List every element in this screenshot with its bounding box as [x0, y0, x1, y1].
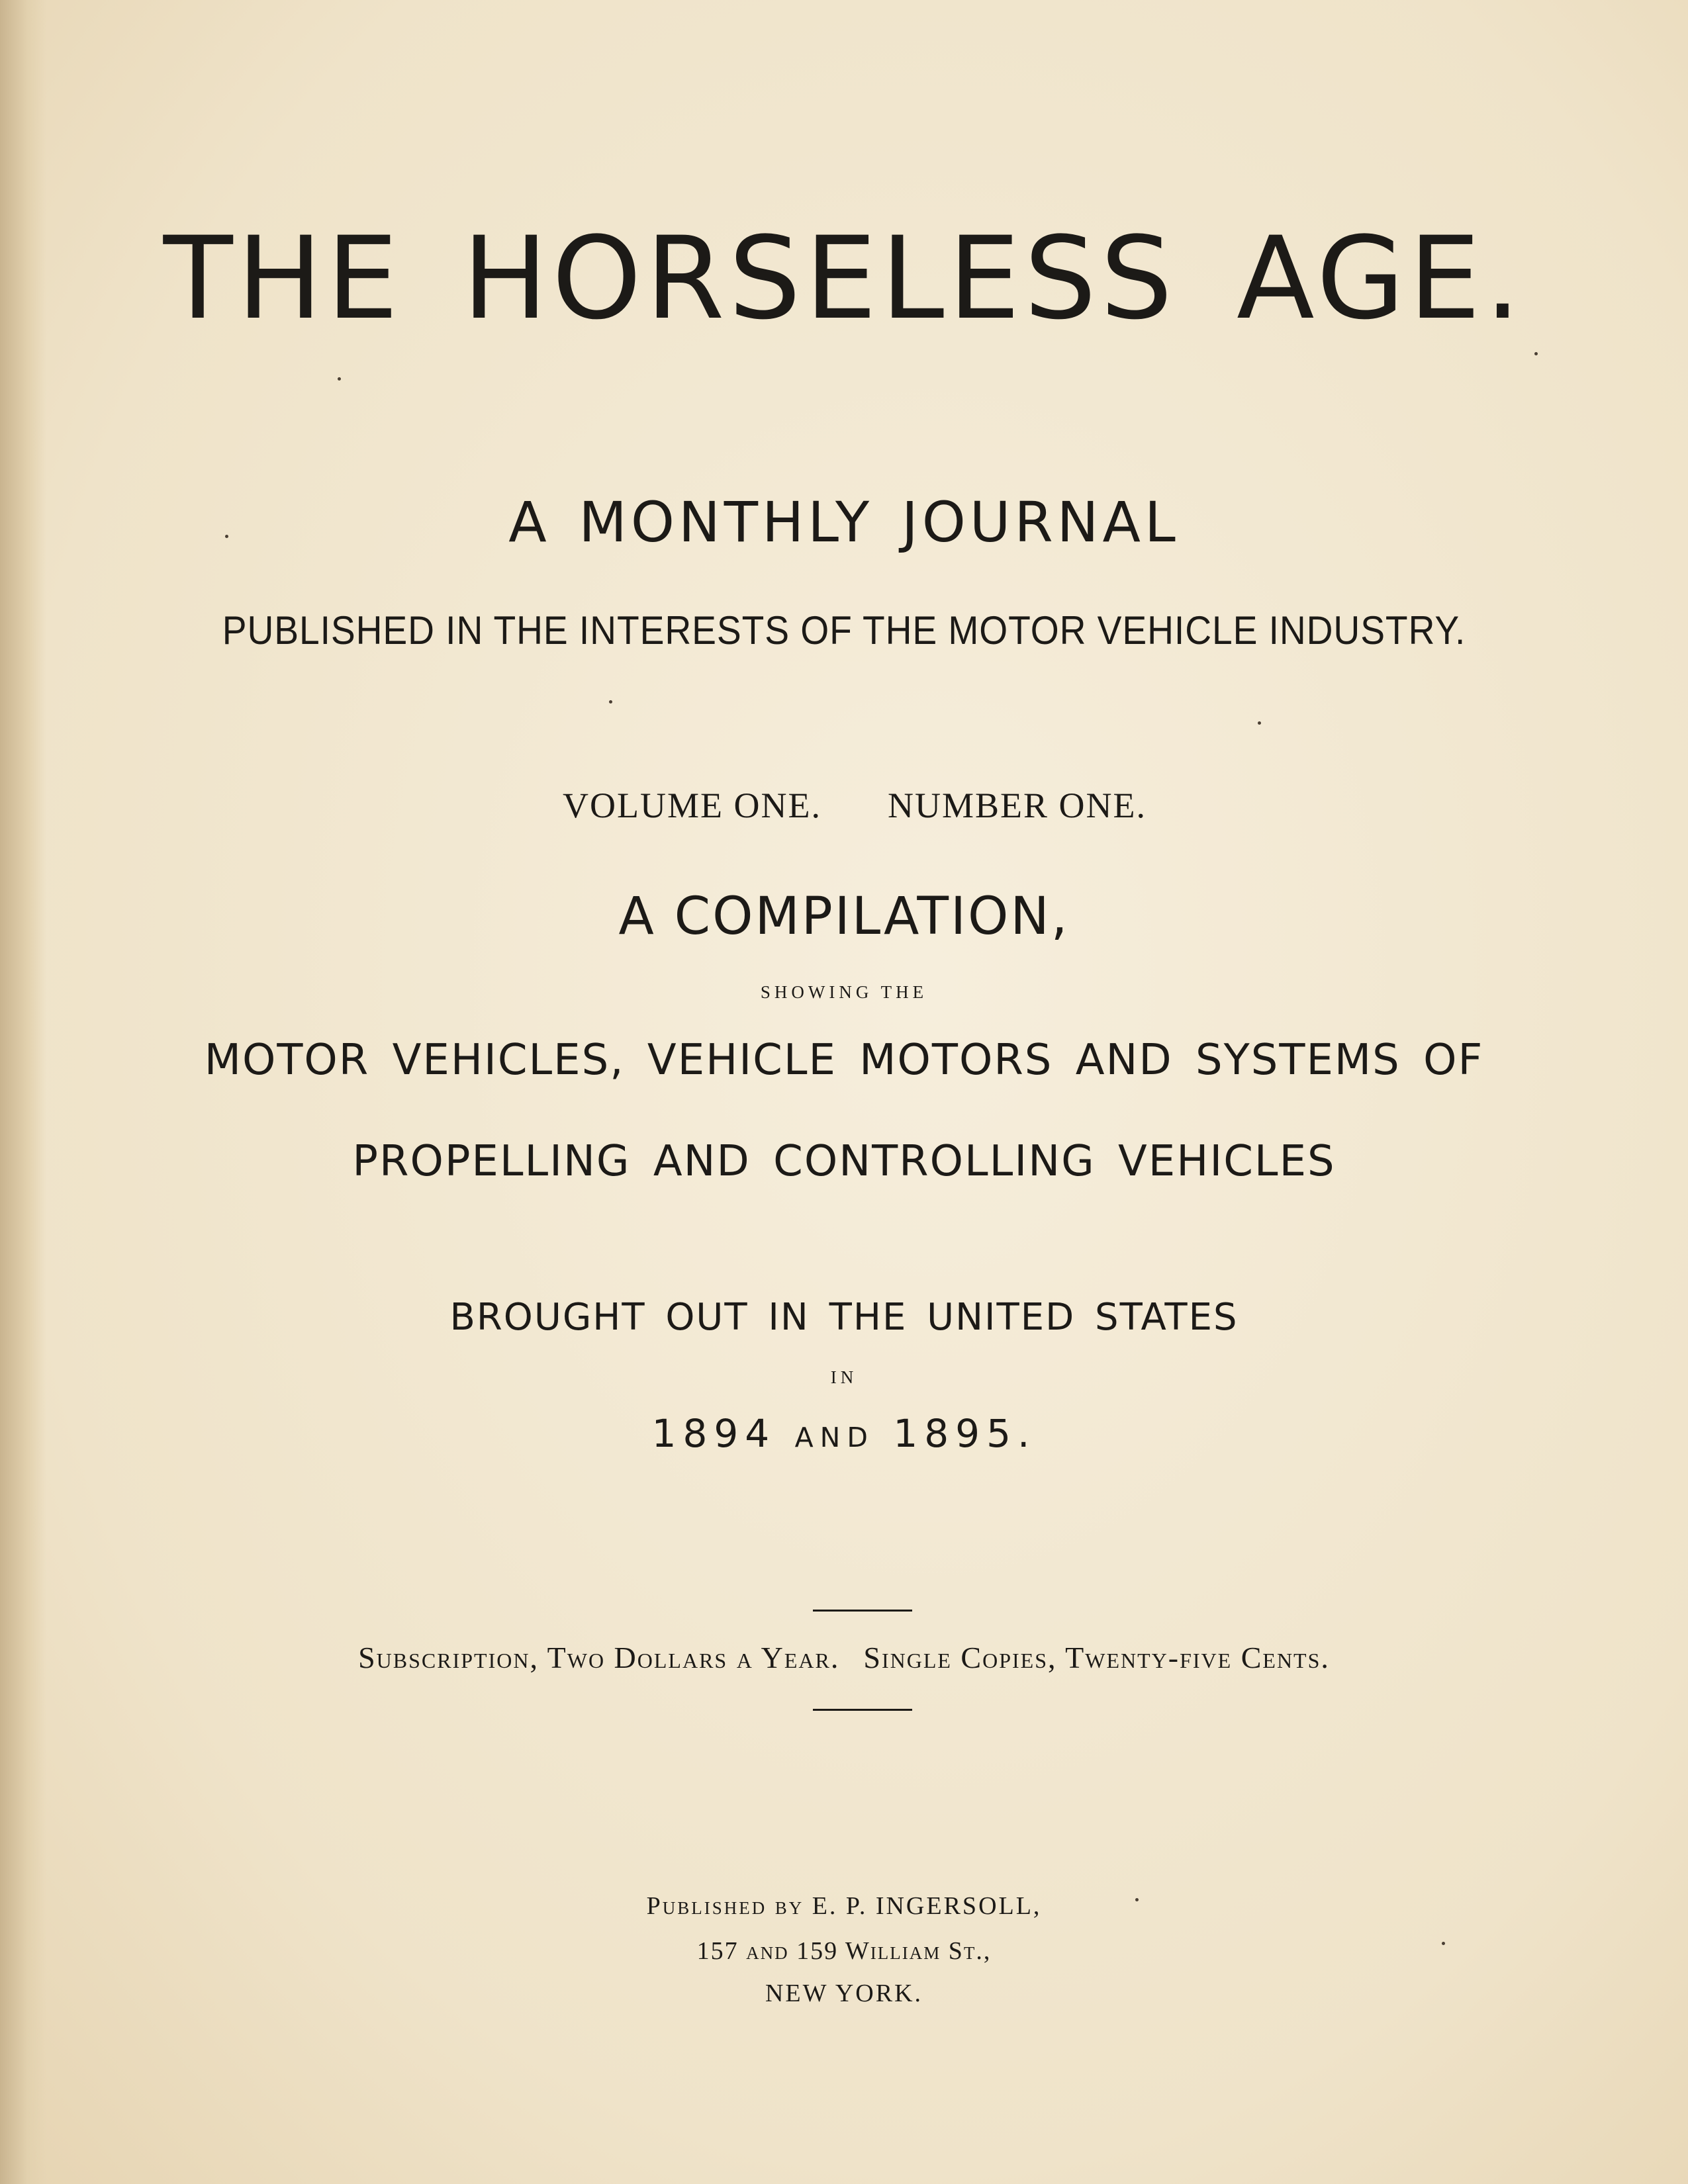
brought-out-line: BROUGHT OUT IN THE UNITED STATES [449, 1296, 1239, 1339]
paper-speck [1534, 352, 1538, 355]
subscription-line [0, 1640, 1688, 1675]
bottom-rule [813, 1709, 912, 1711]
journal-subtitle: A MONTHLY JOURNAL [508, 490, 1180, 555]
description-line-2: PROPELLING AND CONTROLLING VEHICLES [352, 1137, 1336, 1186]
paper-speck [225, 535, 228, 538]
compilation-heading: A COMPILATION, [618, 887, 1070, 946]
publisher-line: Published by E. P. INGERSOLL, [646, 1892, 1042, 1920]
top-rule [813, 1610, 912, 1612]
in-label: IN [830, 1367, 858, 1387]
subscription-price: Subscription, Two Dollars a Year. [358, 1641, 840, 1674]
paper-speck [338, 377, 341, 381]
address-line: 157 and 159 William St., [696, 1937, 992, 1965]
years-line: 1894 and 1895. [651, 1411, 1037, 1456]
paper-speck [1258, 721, 1261, 725]
single-copy-price: Single Copies, Twenty-five Cents. [863, 1641, 1330, 1674]
paper-speck [1442, 1942, 1445, 1945]
volume-label: VOLUME ONE. [563, 786, 821, 825]
journal-title: THE HORSELESS AGE. [163, 212, 1525, 345]
journal-tagline: PUBLISHED IN THE INTERESTS OF THE MOTOR VEHICLE INDUSTRY. [222, 608, 1466, 653]
volume-number-row [563, 785, 1213, 826]
paper-speck [609, 700, 612, 704]
number-label: NUMBER ONE. [887, 786, 1147, 825]
showing-the: SHOWING THE [760, 982, 928, 1002]
description-line-1: MOTOR VEHICLES, VEHICLE MOTORS AND SYSTEMS OF [204, 1036, 1484, 1085]
city-line: NEW YORK. [765, 1979, 923, 2007]
paper-speck [1135, 1898, 1139, 1901]
